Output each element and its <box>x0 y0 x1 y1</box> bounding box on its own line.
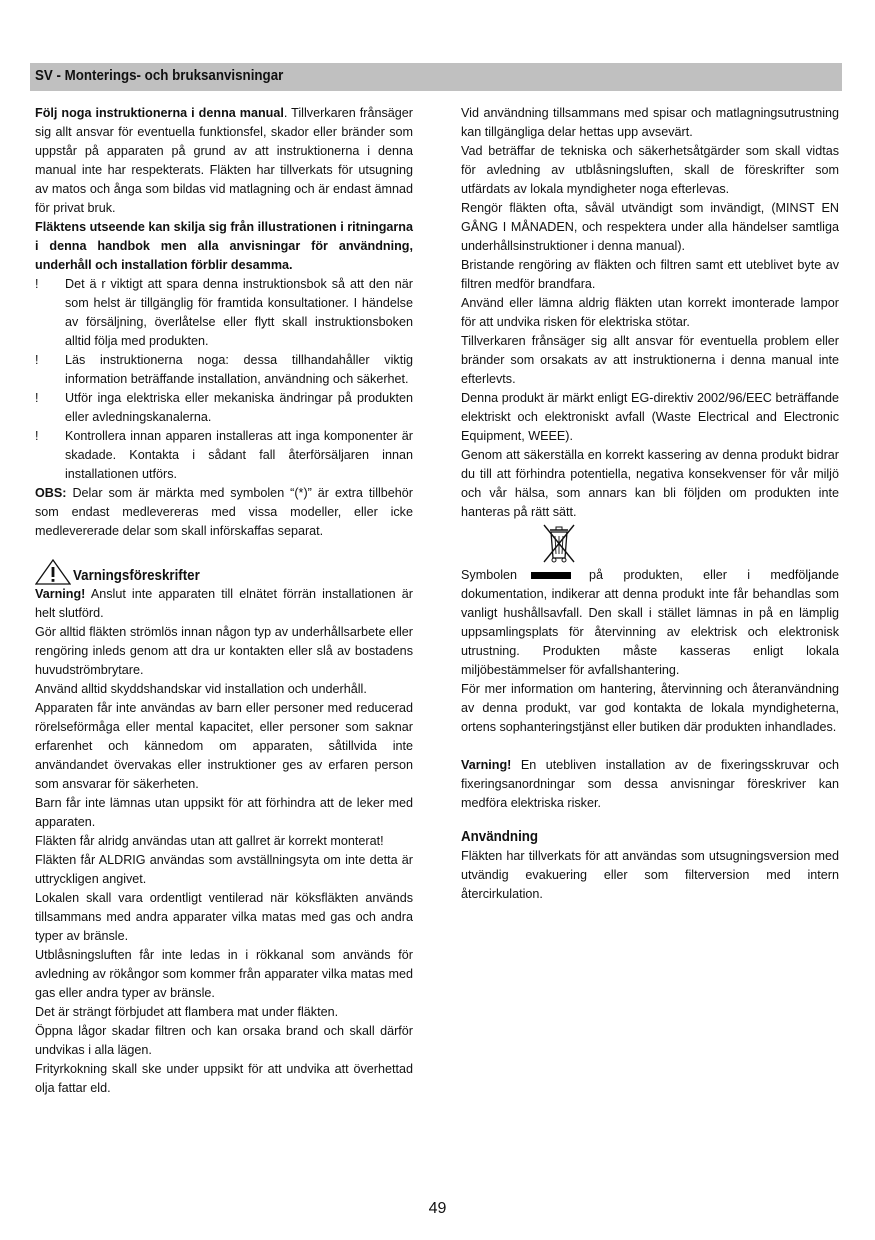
section-title: SV - Monterings- och bruksanvisningar <box>35 68 284 84</box>
obs-label: OBS: <box>35 486 67 500</box>
weee-symbol-area <box>461 522 839 566</box>
info-paragraph: Tillverkaren frånsäger sig allt ansvar för eventuella problem eller bränder som orsakats av att instruktionerna i denna manual inte efterlevts. <box>461 334 839 386</box>
bullet-item: ! Utför inga elektriska eller mekaniska ändringar på produkten eller avledningskanalerna. <box>35 391 413 424</box>
warning-label: Varning! <box>461 758 512 772</box>
page-number: 49 <box>428 1200 447 1217</box>
warning-paragraph: Fläkten får ALDRIG användas som avställningsyta om inte detta är uttryckligen angivet. <box>35 853 413 886</box>
appearance-note: Fläktens utseende kan skilja sig från illustrationen i ritningarna i denna handbok men alla anvisningar för användning, underhåll och installation förblir desamma. <box>35 220 413 272</box>
bullet-item: ! Det ä r viktigt att spara denna instruktionsbok så att den när som helst är tillgänglig för framtida konsultationer. I händelse av försäljning, överlåtelse eller flytt skall instruktionsboken alltid följa med produkten. <box>35 277 413 348</box>
bullet-item: ! Kontrollera innan apparen installeras att inga komponenter är skadade. Kontakta i sådant fall återförsäljaren innan installationen utförs. <box>35 429 413 481</box>
warning-paragraph: Använd alltid skyddshandskar vid installation och underhåll. <box>35 682 367 696</box>
symbol-paragraph: Symbolen på produkten, eller i medföljande <box>461 568 839 582</box>
warnings-title: Varningsföreskrifter <box>73 568 200 584</box>
left-column <box>35 104 413 1098</box>
warning-paragraph: Lokalen skall vara ordentligt ventilerad när köksfläkten används tillsammans med andra apparater vilka matas med gas och andra typer av bränsle. <box>35 891 413 943</box>
warning-paragraph: Varning! Anslut inte apparaten till elnätet förrän installationen är helt slutförd. <box>35 587 413 620</box>
bullet-mark: ! <box>35 277 39 291</box>
warning-paragraph: Det är strängt förbjudet att flambera mat under fläkten. <box>35 1005 339 1019</box>
info-paragraph: Rengör fläkten ofta, såväl utvändigt som invändigt, (MINST EN GÅNG I MÅNADEN, och respektera under alla händelser samtliga underhållsinstruktioner i denna manual). <box>461 201 839 253</box>
warning-paragraph: Gör alltid fläkten strömlös innan någon typ av underhållsarbete eller rengöring inleds genom att dra ur kontakten eller slå av bostadens huvudströmbrytare. <box>35 625 413 677</box>
warning-triangle-icon <box>35 559 71 585</box>
info-paragraph: Vid användning tillsammans med spisar och matlagningsutrustning kan tillgängliga delar hettas upp avsevärt. <box>461 106 839 139</box>
black-bar-symbol <box>531 572 571 579</box>
recycling-paragraph: För mer information om hantering, återvinning och återanvändning av denna produkt, var god kontakta de lokala myndigheterna, ortens sophanteringstjänst eller butiken där produkten inhandlades. <box>461 682 839 734</box>
warning-paragraph: Fläkten får alridg användas utan att gallret är korrekt monterat! <box>35 834 384 848</box>
warning-label: Varning! <box>35 587 86 601</box>
bullet-mark: ! <box>35 429 39 443</box>
warning-paragraph: Apparaten får inte användas av barn eller personer med reducerad rörelseförmåga eller mental kapacitet, eller personer som saknar erfarenhet och kännedom om apparaten, såtillvida inte användandet övervakas eller instruktioner ges av erfaren person som ansvarar för säkerheten. <box>35 701 413 791</box>
info-paragraph: Bristande rengöring av fläkten och filtren samt ett uteblivet byte av filtren medför brandfara. <box>461 258 839 291</box>
info-paragraph: Vad beträffar de tekniska och säkerhetsåtgärder som skall vidtas för avledning av utblåsningsluften, skall de föreskrifter som utfärdats av lokala myndigheter noga efterlevas. <box>461 144 839 196</box>
warning-paragraph: Utblåsningsluften får inte ledas in i rökkanal som används för avledning av rökångor som kommer från apparater vilka matas med gas eller andra typer av bränsle. <box>35 948 413 1000</box>
section-header-bar <box>30 63 842 91</box>
bullet-mark: ! <box>35 391 39 405</box>
right-column <box>461 104 839 904</box>
warnings-heading <box>35 559 413 585</box>
info-paragraph: Genom att säkerställa en korrekt kassering av denna produkt bidrar du till att förhindra potentiella, negativa konsekvenser för vår miljö och vår hälsa, som annars kan bli följden om produkten inte hanteras på rätt sätt. <box>461 448 839 519</box>
warning-paragraph: Öppna lågor skadar filtren och kan orsaka brand och skall därför undvikas i alla lägen. <box>35 1024 413 1057</box>
intro-text: . Tillverkaren frånsäger sig allt ansvar för eventuella funktionsfel, skador eller bränder som uppstår på apparaten på grund av att instruktionerna i denna manual inte har respekterats. Fläkten har tillverkats för utsugning av matos och ånga som bildas vid matlagning och är endast ämnad för privat bruk. <box>35 106 413 215</box>
intro-paragraph <box>35 104 413 218</box>
bullet-mark: ! <box>35 353 39 367</box>
symbol-paragraph-cont: dokumentation, indikerar att denna produkt inte får behandlas som vanligt hushållsavfall. Den skall i stället lämnas in på en lämplig uppsamlingsplats för återvinning av elektrisk och elektronisk utrustning. Produkten måste kasseras enligt lokala miljöbestämmelser för avfallshantering. <box>461 587 839 677</box>
info-paragraph: Denna produkt är märkt enligt EG-direktiv 2002/96/EEC beträffande elektriskt och elektroniskt avfall (Waste Electrical and Electronic Equipment, WEEE). <box>461 391 839 443</box>
usage-heading: Användning <box>461 829 539 845</box>
bullet-item: ! Läs instruktionerna noga: dessa tillhandahåller viktig information beträffande installation, användning och säkerhet. <box>35 353 413 386</box>
usage-paragraph: Fläkten har tillverkats för att användas som utsugningsversion med utvändig evakuering eller som filterversion med intern återcirkulation. <box>461 849 839 901</box>
crossed-out-bin-icon <box>541 522 577 564</box>
info-paragraph: Använd eller lämna aldrig fläkten utan korrekt imonterade lampor för att undvika risken för elektriska stötar. <box>461 296 839 329</box>
fixing-warning: Varning! En utebliven installation av de fixeringsskruvar och fixeringsanordningar som dessa anvisningar föreskriver kan medföra elektriska risker. <box>461 758 839 810</box>
warning-paragraph: Frityrkokning skall ske under uppsikt för att undvika att överhettad olja fattar eld. <box>35 1062 413 1095</box>
warning-paragraph: Barn får inte lämnas utan uppsikt för att förhindra att de leker med apparaten. <box>35 796 413 829</box>
intro-bold: Följ noga instruktionerna i denna manual <box>35 106 284 120</box>
obs-note: OBS: Delar som är märkta med symbolen “(*)” är extra tillbehör som endast medlevereras med vissa modeller, eller icke medlevererade delar som skall införskaffas separat. <box>35 486 413 538</box>
